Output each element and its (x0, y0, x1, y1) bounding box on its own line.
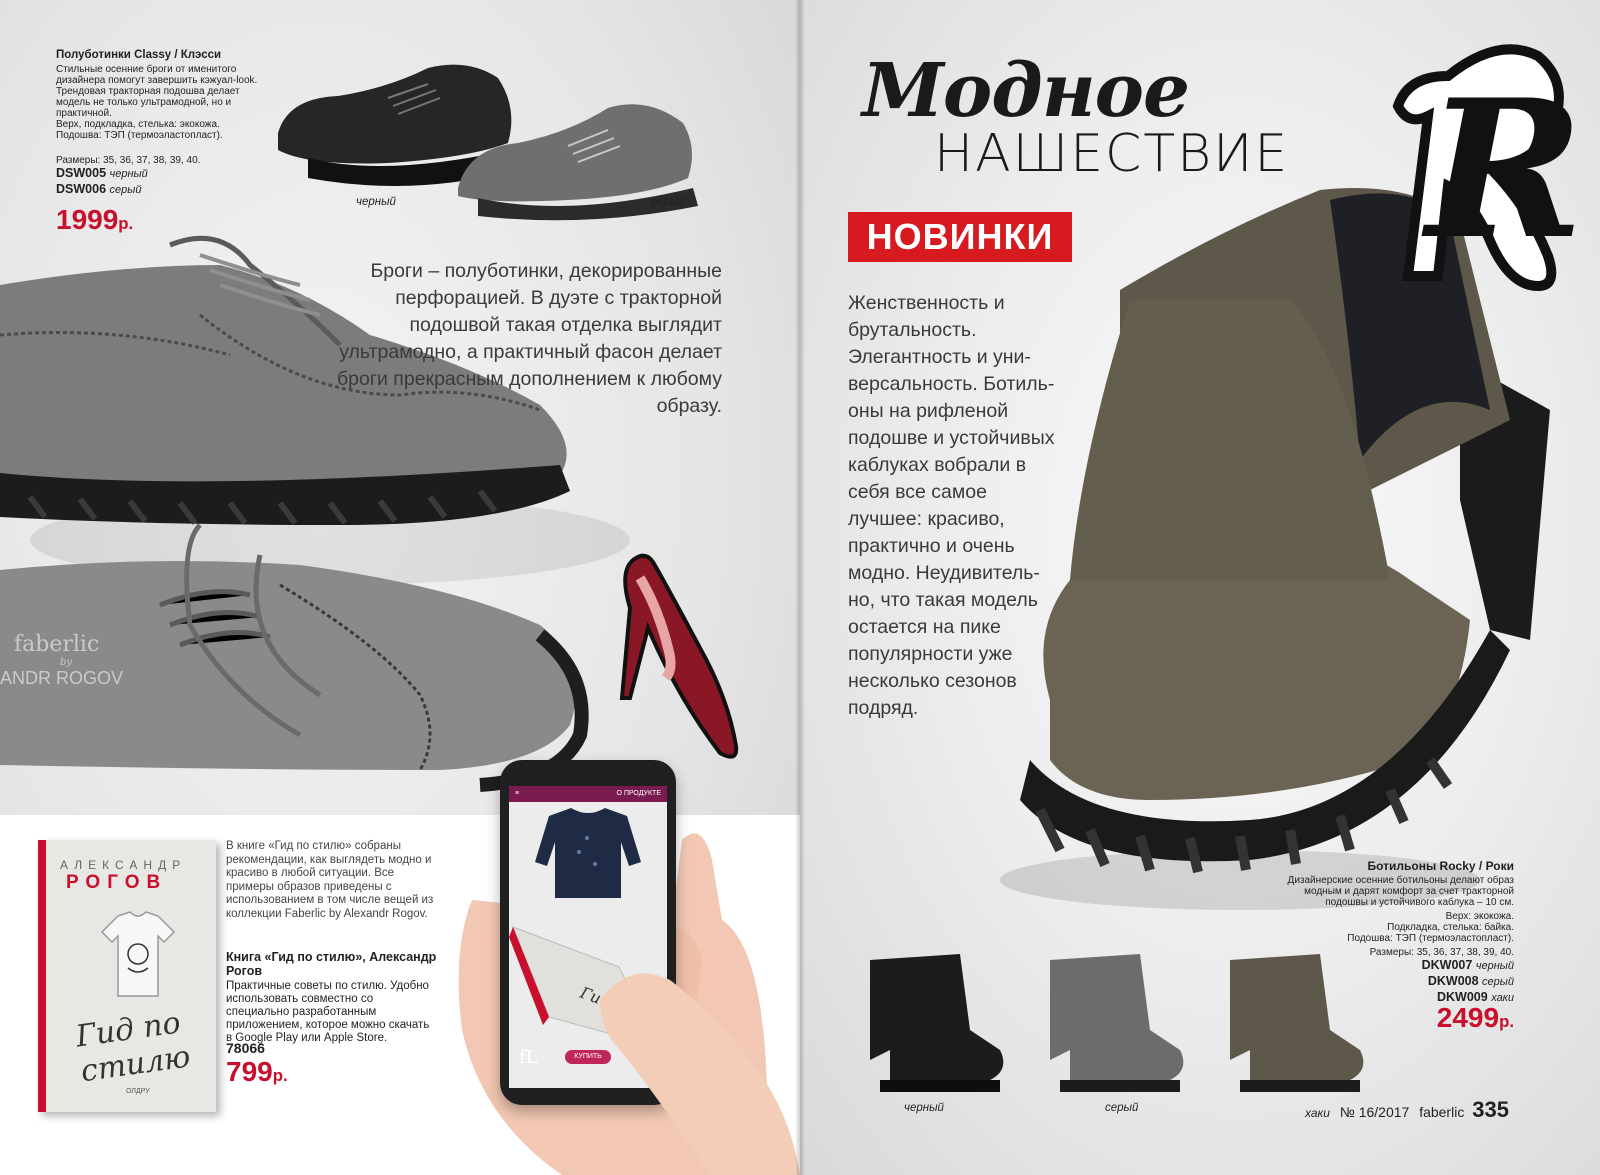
product-name: Ботильоны Rocky / Роки (1367, 859, 1514, 873)
sku-black: DKW007 черный (1421, 958, 1514, 972)
brogue-description: Броги – полуботинки, декорированные перфорацией. В дуэте с тракторной подошвой такая отделка выглядит ультрамодно, а практичный фасон делает броги прекрасным дополнением к любому образу. (337, 260, 722, 417)
new-items-badge: НОВИНКИ (848, 212, 1072, 262)
product-rocky-info (1274, 859, 1514, 1033)
tshirt-illustration (98, 910, 178, 1000)
book-details: Практичные советы по стилю. Удобно использовать совместно со специально разработанным приложением, которое можно скачать в Google Play или Apple Store. (226, 980, 430, 1044)
sweater-image (509, 802, 667, 902)
book-cover-script: Гид по стилю (73, 1005, 193, 1090)
patch-letter: R (1426, 58, 1584, 281)
product-sole: Подошва: ТЭП (термоэластопласт). (1347, 933, 1514, 944)
product-classy-info (56, 49, 276, 235)
color-label-khaki: хаки (1305, 1106, 1330, 1120)
product-price: 1999р. (56, 204, 134, 235)
book-cover-publisher: ОЛДРУ (126, 1088, 150, 1095)
app-top-bar (509, 786, 667, 802)
sole-brand-logo: faberlic (14, 632, 100, 657)
product-price: 2499р. (1436, 1002, 1514, 1033)
book-code: 78066 (226, 1040, 265, 1056)
about-product-button[interactable]: О ПРОДУКТЕ (616, 790, 661, 797)
page-spine (796, 0, 804, 1175)
book-price: 799р. (226, 1056, 288, 1087)
boot-grey (1050, 954, 1183, 1092)
product-material: Верх, подкладка, стелька: экокожа. (56, 119, 220, 130)
product-sizes: Размеры: 35, 36, 37, 38, 39, 40. (1369, 947, 1514, 958)
right-page (800, 0, 1600, 1175)
product-sizes: Размеры: 35, 36, 37, 38, 39, 40. (56, 155, 201, 166)
sku-black: DSW005 черный (56, 166, 148, 180)
page-title-line2: НАШЕСТВИЕ (934, 124, 1290, 184)
letter-r-patch (1378, 36, 1584, 296)
color-label-grey: серый (1105, 1102, 1139, 1114)
brogues-pair-image (268, 38, 704, 218)
color-label-black: черный (356, 196, 396, 208)
app-logo: fL (519, 1047, 538, 1068)
book-cover-surname: РОГОВ (66, 872, 168, 893)
product-description: Стильные осенние броги от именитого дизайнера помогут завершить кэжуал-look. Трендовая тракторная подошва делает модель не только ультрамодной, но и практичной. (56, 64, 258, 119)
sku-grey: DSW006 серый (56, 182, 142, 196)
book-cover (38, 840, 216, 1112)
book-title: Книга «Гид по стилю», Александр Рогов (226, 950, 437, 978)
color-label-black: черный (904, 1102, 944, 1114)
sku-grey: DKW008 серый (1427, 974, 1514, 988)
page-number: 335 (1472, 1097, 1509, 1122)
product-description: Дизайнерские осенние ботильоны делают образ модным и дарят комфорт за счет тракторной подошвы и устойчивого каблука – 10 см. (1287, 875, 1514, 908)
book-cover-author: АЛЕКСАНДР (60, 858, 187, 872)
sole-brand-imprint (0, 632, 123, 689)
book-description: В книге «Гид по стилю» собраны рекомендации, как выглядеть модно и красиво в любой ситуации. Все примеры образов приведены с использованием в том числе вещей из коллекции Faberlic by Alexandr Rogov. (226, 840, 434, 920)
product-name: Полуботинки Classy / Клэсси (56, 49, 222, 61)
sku-khaki: DKW009 хаки (1436, 990, 1514, 1004)
buy-button[interactable]: КУПИТЬ (565, 1050, 611, 1064)
finger-illustration (600, 920, 800, 1175)
page-title-line1: Модное (862, 48, 1190, 134)
svg-text:Гид по стилю: Гид (577, 982, 614, 1012)
red-stiletto-sticker (608, 548, 748, 768)
product-material-lining: Подкладка, стелька: байка. (1387, 922, 1514, 933)
color-label-grey: серый (651, 196, 685, 208)
product-material-upper: Верх: экокожа. (1445, 911, 1514, 922)
boot-black (870, 954, 1003, 1092)
boot-description: Женственность и брутальность. Элегантность и уни-версальность. Ботиль-оны на рифленой подошве и устойчивых каблуках вобрали в себя все самое лучшее: красиво, практично и очень модно. Неудивитель-но, что такая модель остается на пике популярности уже несколько сезонов подряд. (848, 292, 1055, 719)
issue-number: № 16/2017 (1339, 1104, 1410, 1120)
footer-brand: faberlic (1419, 1104, 1465, 1120)
product-sole: Подошва: ТЭП (термоэластопласт). (56, 130, 223, 141)
sole-brand-by: by (60, 657, 73, 668)
menu-icon[interactable]: ≡ (515, 790, 520, 797)
sole-brand-name: ANDR ROGOV (0, 668, 124, 688)
page-footer (1305, 1097, 1509, 1123)
